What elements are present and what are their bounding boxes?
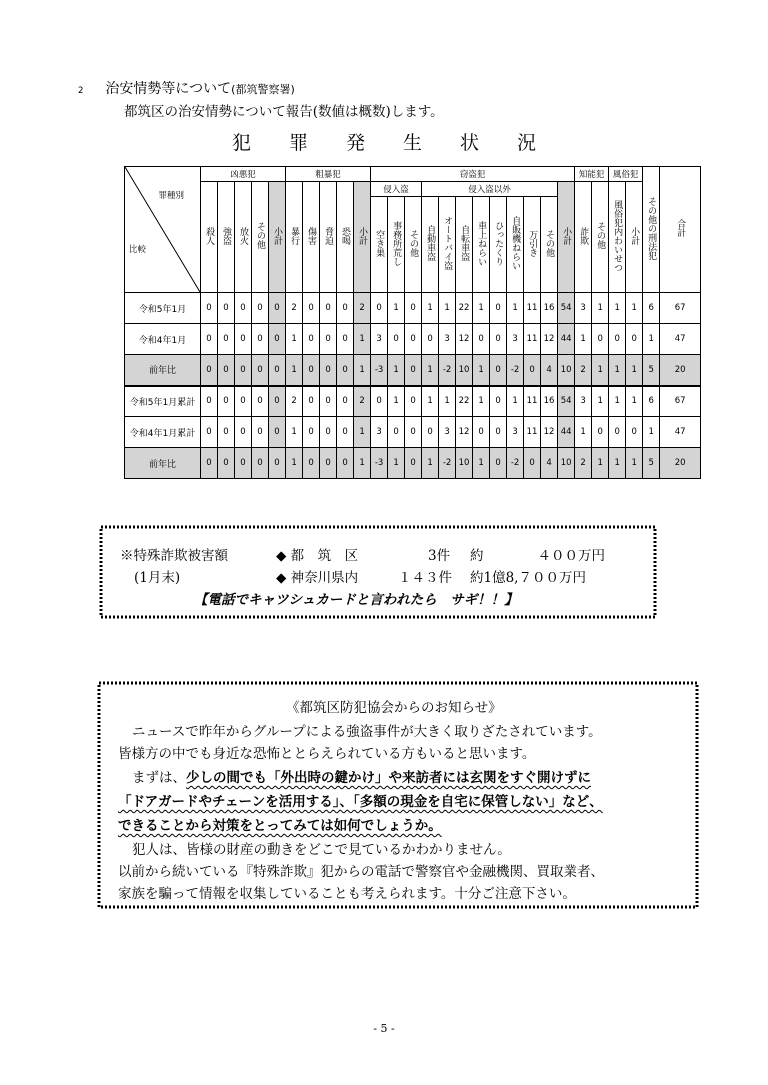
row-label: 令和4年1月累計 [125,417,201,448]
table-cell: 1 [388,355,405,386]
notice-emphasis: 「ドアガードやチェーンを活用する」、「多額の現金を自宅に保管しない」など、 [118,794,603,810]
col-arson: 放火 [235,182,252,293]
table-cell: 10 [456,448,473,479]
table-cell: 5 [643,355,660,386]
col-snatching: ひったくり [490,197,507,293]
table-cell: 0 [490,293,507,324]
col-car-break-in: 車上ねらい [473,197,490,293]
notice-box [96,680,700,910]
table-cell: 0 [405,448,422,479]
table-cell: -3 [371,355,388,386]
col-shoplifting: 万引き [524,197,541,293]
table-cell: 0 [201,293,218,324]
table-cell: 0 [337,417,354,448]
table-cell: 0 [337,386,354,417]
table-cell: 0 [490,324,507,355]
table-cell: 1 [286,448,303,479]
table-cell: 3 [439,324,456,355]
table-cell: 1 [354,417,371,448]
section-heading [78,78,295,98]
table-cell: 1 [473,386,490,417]
table-cell: 0 [405,324,422,355]
table-cell: 0 [303,417,320,448]
table-cell: 0 [218,324,235,355]
row-label: 前年比 [125,355,201,386]
table-title-char: 罪 [288,132,308,154]
table-cell: 67 [660,386,701,417]
table-cell: 0 [388,324,405,355]
table-cell: 47 [660,417,701,448]
table-cell: 1 [575,324,592,355]
table-cell: 0 [626,417,643,448]
table-cell: 0 [609,417,626,448]
table-cell: 2 [354,386,371,417]
row-label: 前年比 [125,448,201,479]
table-cell: 22 [456,293,473,324]
table-cell: 1 [439,293,456,324]
table-title-char: 犯 [231,132,251,154]
table-cell: 10 [558,355,575,386]
fraud-amount-kanagawa: 約1億8,７００万円 [470,570,586,586]
table-cell: 1 [388,293,405,324]
group-violent: 凶悪犯 [201,167,286,182]
group-moral: 風俗犯 [609,167,643,182]
table-cell: 0 [473,324,490,355]
table-cell: 3 [507,417,524,448]
table-cell: 0 [303,386,320,417]
col-motorcycle-theft: オートバイ盗 [439,197,456,293]
table-cell: 0 [490,355,507,386]
table-cell: 0 [269,324,286,355]
table-cell: 11 [524,324,541,355]
col-break-in-other: その他 [405,197,422,293]
row-label: 令和5年1月 [125,293,201,324]
table-cell: 0 [405,355,422,386]
table-cell: 0 [337,448,354,479]
table-row [125,417,701,448]
table-cell: 0 [320,293,337,324]
fraud-area-kanagawa: ◆ 神奈川県内 [276,570,359,586]
col-assault: 暴行 [286,182,303,293]
table-cell: 0 [320,324,337,355]
group-intellectual: 知能犯 [575,167,609,182]
table-title [0,128,768,155]
table-cell: 0 [303,324,320,355]
table-cell: 1 [286,355,303,386]
col-indecency: 風俗犯内わいせつ [609,182,626,293]
table-cell: 0 [235,355,252,386]
table-cell: 1 [575,417,592,448]
col-murder: 殺人 [201,182,218,293]
table-cell: 3 [575,293,592,324]
table-cell: 4 [541,448,558,479]
notice-line: 家族を騙って情報を収集していることも考えられます。十分ご注意下さい。 [118,886,576,902]
col-moral-subtotal: 小計 [626,182,643,293]
table-cell: 3 [371,324,388,355]
table-cell: 1 [422,448,439,479]
table-cell: 11 [524,417,541,448]
notice-line: 以前から続いている『特殊詐欺』犯からの電話で警察官や金融機関、買取業者、 [118,864,604,880]
table-cell: 12 [541,324,558,355]
table-cell: 1 [388,448,405,479]
table-cell: 0 [490,386,507,417]
table-cell: -2 [439,355,456,386]
fraud-slogan: 【電話でキャツシュカードと言われたら サギ！！】 [194,592,518,608]
table-cell: 11 [524,293,541,324]
table-cell: 0 [252,324,269,355]
table-cell: 0 [235,448,252,479]
table-title-char: 生 [403,132,423,154]
table-cell: 0 [252,417,269,448]
fraud-amount-tsuzuki: 約 ４００万円 [470,548,605,564]
table-cell: 0 [524,448,541,479]
table-row [125,324,701,355]
table-cell: 0 [235,324,252,355]
table-cell: 0 [252,448,269,479]
col-extortion: 恐喝 [337,182,354,293]
fraud-count-tsuzuki: 3件 [428,548,451,564]
group-non-break-in: 侵入盗以外 [422,182,558,197]
notice-emphasis: できることから対策をとってみては如何でしょうか。 [118,818,442,834]
col-theft-subtotal: 小計 [558,182,575,293]
table-cell: 0 [252,293,269,324]
table-cell: 0 [235,386,252,417]
table-cell: 0 [218,293,235,324]
table-cell: 0 [218,448,235,479]
table-cell: 0 [371,386,388,417]
table-cell: 0 [405,293,422,324]
table-title-char: 発 [345,132,365,154]
table-cell: 1 [592,293,609,324]
table-cell: 1 [507,386,524,417]
col-injury: 傷害 [303,182,320,293]
table-cell: 1 [609,293,626,324]
table-cell: 0 [252,386,269,417]
table-cell: 1 [354,355,371,386]
table-cell: 0 [201,386,218,417]
table-cell: -2 [439,448,456,479]
col-robbery: 強盗 [218,182,235,293]
notice-line: 皆様方の中でも身近な恐怖ととらえられている方もいると思います。 [118,746,536,762]
section-title: 治安情勢等について [105,81,232,97]
table-cell: 0 [320,386,337,417]
table-cell: 2 [286,386,303,417]
col-intellectual-other: その他 [592,182,609,293]
table-cell: 0 [218,386,235,417]
table-cell: 0 [592,417,609,448]
section-number: 2 [78,86,84,96]
notice-lead: まずは、 [132,770,186,786]
section-source: (都筑警察署) [231,83,295,96]
col-vacant-house: 空き巣 [371,197,388,293]
table-cell: 0 [609,324,626,355]
section-intro: 都筑区の治安情勢について報告(数値は概数)します。 [124,104,444,120]
col-fraud: 詐欺 [575,182,592,293]
notice-title: 《都筑区防犯協会からのお知らせ》 [286,700,502,716]
table-cell: 0 [303,448,320,479]
page-number: - 5 - [373,1022,395,1035]
table-cell: 1 [422,355,439,386]
table-cell: 1 [473,448,490,479]
table-cell: 54 [558,386,575,417]
table-cell: 0 [201,417,218,448]
table-cell: 12 [456,417,473,448]
table-cell: 0 [626,324,643,355]
table-cell: 2 [354,293,371,324]
table-cell: 0 [388,417,405,448]
table-cell: 1 [592,355,609,386]
table-cell: 1 [354,324,371,355]
table-cell: 67 [660,293,701,324]
table-cell: 1 [643,324,660,355]
table-cell: 0 [218,417,235,448]
table-cell: 1 [439,386,456,417]
table-cell: 3 [575,386,592,417]
col-car-theft: 自動車盗 [422,197,439,293]
table-cell: 0 [320,417,337,448]
table-cell: 0 [235,293,252,324]
table-cell: 0 [320,355,337,386]
crime-table [124,166,701,479]
table-cell: 0 [422,324,439,355]
table-title-char: 状 [460,132,480,154]
table-cell: 2 [575,448,592,479]
fraud-area-tsuzuki: ◆ 都 筑 区 [276,548,359,564]
table-cell: 1 [473,355,490,386]
col-rough-subtotal: 小計 [354,182,371,293]
table-cell: 0 [235,417,252,448]
table-title-char: 況 [517,132,537,154]
fraud-box [98,524,658,620]
table-cell: 0 [269,355,286,386]
table-cell: 22 [456,386,473,417]
table-cell: 1 [626,448,643,479]
table-cell: 12 [541,417,558,448]
table-cell: 0 [303,355,320,386]
table-cell: 1 [507,293,524,324]
table-cell: 20 [660,355,701,386]
table-row [125,355,701,386]
table-corner-header [125,167,201,293]
table-cell: 1 [473,293,490,324]
table-cell: -2 [507,448,524,479]
table-cell: -2 [507,355,524,386]
table-cell: 4 [541,355,558,386]
table-cell: 0 [422,417,439,448]
table-cell: 0 [269,417,286,448]
table-row [125,386,701,417]
table-cell: 0 [303,293,320,324]
table-cell: 3 [507,324,524,355]
fraud-period: (1月末) [134,570,181,586]
table-cell: 3 [371,417,388,448]
table-cell: 1 [286,417,303,448]
table-cell: 0 [405,417,422,448]
table-cell: 10 [558,448,575,479]
table-cell: 0 [201,355,218,386]
table-cell: 0 [269,386,286,417]
group-break-in: 侵入盗 [371,182,422,197]
table-cell: 16 [541,293,558,324]
table-cell: 12 [456,324,473,355]
table-cell: 54 [558,293,575,324]
table-cell: 44 [558,324,575,355]
notice-emphasis: 少しの間でも「外出時の鍵かけ」や来訪者には玄関をすぐ開けずに [186,770,591,786]
table-cell: 1 [609,355,626,386]
table-cell: 1 [422,386,439,417]
table-cell: 1 [592,386,609,417]
col-non-break-in-other: その他 [541,197,558,293]
table-cell: 0 [524,355,541,386]
table-cell: 0 [473,417,490,448]
table-cell: 0 [269,448,286,479]
group-theft: 窃盗犯 [371,167,575,182]
notice-line [132,766,591,786]
col-violent-other: その他 [252,182,269,293]
col-other-penal: その他の刑法犯 [643,167,660,293]
col-office-burglary: 事務所荒し [388,197,405,293]
row-label: 令和4年1月 [125,324,201,355]
table-body [125,293,701,479]
table-cell: 1 [643,417,660,448]
corner-crime-type: 罪種別 [158,191,184,201]
table-cell: 11 [524,386,541,417]
table-cell: 1 [609,448,626,479]
table-cell: 1 [626,355,643,386]
table-cell: 0 [201,324,218,355]
row-label: 令和5年1月累計 [125,386,201,417]
table-cell: 0 [320,448,337,479]
table-cell: 2 [575,355,592,386]
table-cell: 2 [286,293,303,324]
corner-comparison: 比較 [129,245,147,255]
table-cell: 3 [439,417,456,448]
col-total: 合計 [660,167,701,293]
fraud-label: ※特殊詐欺被害額 [120,548,228,564]
table-cell: 20 [660,448,701,479]
notice-line: ニュースで昨年からグループによる強盗事件が大きく取りざたされています。 [132,724,602,740]
fraud-count-kanagawa: １４３件 [398,570,452,586]
col-violent-subtotal: 小計 [269,182,286,293]
table-cell: 1 [592,448,609,479]
table-cell: 1 [286,324,303,355]
table-cell: 0 [337,324,354,355]
table-cell: 0 [371,293,388,324]
table-cell: 6 [643,293,660,324]
table-cell: 44 [558,417,575,448]
col-vending-machine: 自販機ねらい [507,197,524,293]
table-cell: 0 [405,386,422,417]
table-cell: 10 [456,355,473,386]
table-cell: 0 [337,355,354,386]
table-cell: 0 [490,417,507,448]
group-rough: 粗暴犯 [286,167,371,182]
table-cell: 0 [592,324,609,355]
table-cell: 47 [660,324,701,355]
table-cell: 16 [541,386,558,417]
table-cell: 0 [337,293,354,324]
table-cell: 1 [422,293,439,324]
notice-line: 犯人は、皆様の財産の動きをどこで見ているかわかりません。 [132,842,511,858]
table-cell: 6 [643,386,660,417]
table-cell: 0 [201,448,218,479]
table-cell: 1 [626,293,643,324]
table-row [125,448,701,479]
table-row [125,293,701,324]
table-cell: 5 [643,448,660,479]
table-cell: -3 [371,448,388,479]
table-cell: 1 [609,386,626,417]
table-cell: 1 [354,448,371,479]
col-bicycle-theft: 自転車盗 [456,197,473,293]
col-intimidation: 脅迫 [320,182,337,293]
table-cell: 1 [388,386,405,417]
table-cell: 0 [218,355,235,386]
table-cell: 1 [626,386,643,417]
table-cell: 0 [490,448,507,479]
table-cell: 0 [252,355,269,386]
table-cell: 0 [269,293,286,324]
